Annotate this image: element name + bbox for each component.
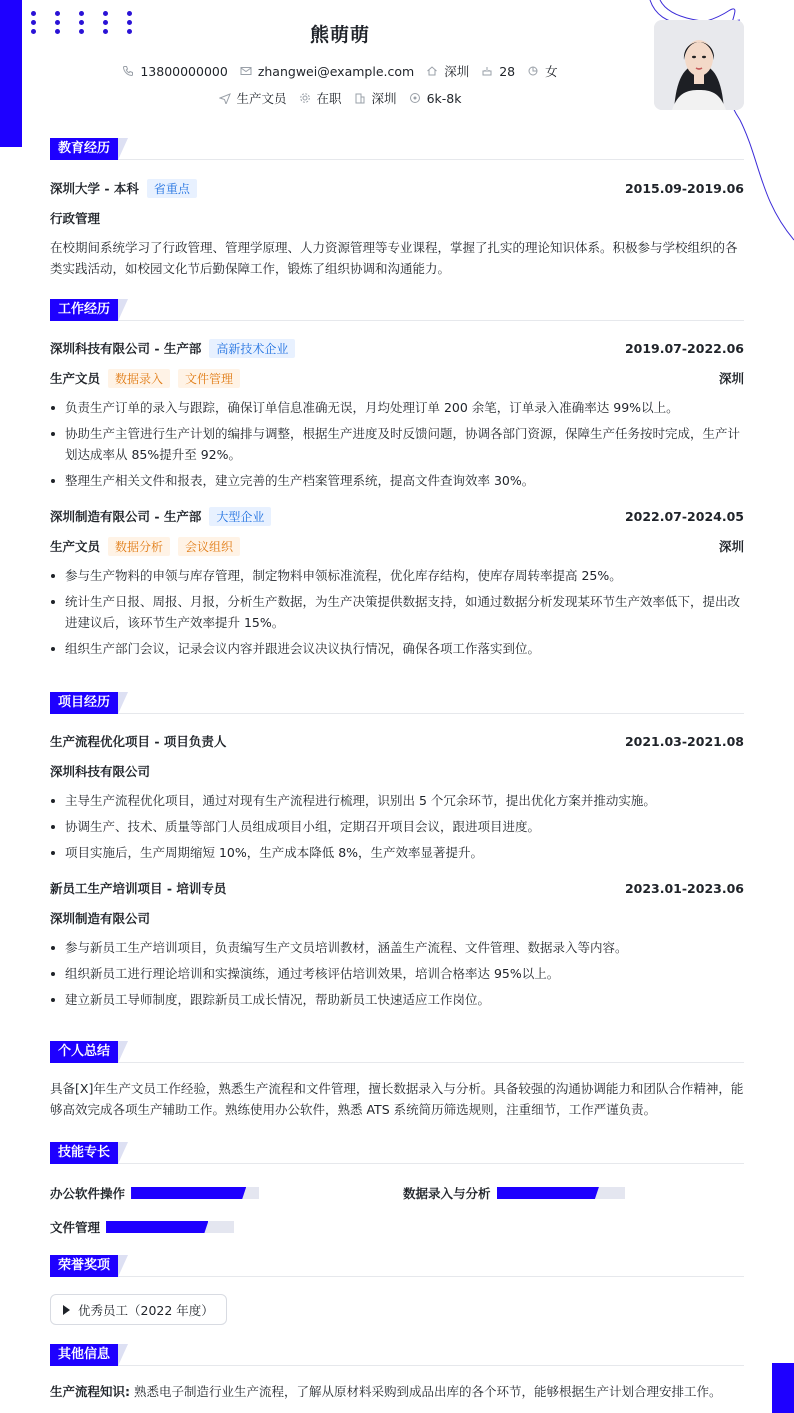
major-text: 行政管理 xyxy=(50,211,101,226)
project-name: 新员工生产培训项目 - 培训专员 xyxy=(50,881,227,896)
skill-tag: 数据分析 xyxy=(108,537,170,556)
send-icon xyxy=(219,92,231,104)
section-title: 工作经历 xyxy=(50,299,118,321)
skill-bar-fill xyxy=(497,1187,599,1199)
job-entry xyxy=(50,339,744,491)
summary-text: 具备[X]年生产文员工作经验，熟悉生产流程和文件管理，擅长数据录入与分析。具备较强的沟通协调能力和团队合作精神，能够高效完成各项生产辅助工作。熟练使用办公软件，熟悉 ATS 系统简历筛选规则，注重细节，工作严谨负责。 xyxy=(50,1081,744,1117)
school: 深圳大学 - 本科 xyxy=(50,181,139,196)
coin-icon xyxy=(409,92,421,104)
job-company: 深圳制造有限公司 - 生产部 xyxy=(50,509,202,524)
work-section xyxy=(50,299,744,664)
gender-icon xyxy=(527,65,539,77)
job-role-row xyxy=(50,369,744,387)
building-icon xyxy=(354,92,366,104)
project-company xyxy=(50,909,744,927)
education-header xyxy=(50,138,744,160)
project-entry xyxy=(50,879,744,1010)
education-date: 2015.09-2019.06 xyxy=(624,180,744,196)
education-entry-head xyxy=(50,179,744,197)
status-value: 在职 xyxy=(316,91,342,106)
other-label: 生产流程知识: xyxy=(50,1384,130,1399)
job-bullets xyxy=(50,397,744,491)
skill-item xyxy=(50,1184,259,1202)
project-bullets xyxy=(50,790,744,863)
bottom-right-accent-bar xyxy=(772,1363,794,1413)
job-city: 深圳 xyxy=(718,539,744,554)
profile-photo xyxy=(654,20,744,110)
title-tail xyxy=(118,1142,128,1164)
age-item xyxy=(481,64,515,79)
job-head xyxy=(50,507,744,525)
list-item: 参与新员工生产培训项目，负责编写生产文员培训教材，涵盖生产流程、文件管理、数据录入等内容。 xyxy=(50,937,744,958)
skill-bar-fill xyxy=(106,1221,208,1233)
phone-icon xyxy=(122,65,134,77)
company-tag: 高新技术企业 xyxy=(209,339,295,358)
gender-item xyxy=(527,62,558,80)
project-company xyxy=(50,762,744,780)
project-head xyxy=(50,732,744,750)
title-tail xyxy=(118,1344,128,1366)
other-item xyxy=(50,1381,744,1402)
city-item xyxy=(426,62,469,80)
job-city: 深圳 xyxy=(718,371,744,386)
job-bullets xyxy=(50,565,744,659)
project-head xyxy=(50,879,744,897)
gear-icon xyxy=(299,92,311,104)
project-date: 2021.03-2021.08 xyxy=(624,733,744,749)
job-head xyxy=(50,339,744,357)
list-item: 整理生产相关文件和报表，建立完善的生产档案管理系统，提高文件查询效率 30%。 xyxy=(50,470,744,491)
education-desc: 在校期间系统学习了行政管理、管理学原理、人力资源管理等专业课程，掌握了扎实的理论知识体系。积极参与学校组织的各类实践活动，如校园文化节后勤保障工作，锻炼了组织协调和沟通能力。 xyxy=(50,240,738,276)
job-entry xyxy=(50,507,744,659)
skill-tag: 文件管理 xyxy=(178,369,240,388)
summary-header xyxy=(50,1041,744,1063)
age-value: 28 xyxy=(499,63,516,79)
job-role-row xyxy=(50,537,744,555)
job-role: 生产文员 xyxy=(50,539,101,554)
list-item: 主导生产流程优化项目，通过对现有生产流程进行梳理，识别出 5 个冗余环节，提出优化方案并推动实施。 xyxy=(50,790,744,811)
salary-value: 6k-8k xyxy=(426,90,462,106)
job-company: 深圳科技有限公司 - 生产部 xyxy=(50,341,202,356)
skill-item xyxy=(403,1184,625,1202)
candidate-name: 熊萌萌 xyxy=(309,24,370,46)
title-tail xyxy=(118,1041,128,1063)
skill-tag: 会议组织 xyxy=(178,537,240,556)
list-item: 建立新员工导师制度，跟踪新员工成长情况，帮助新员工快速适应工作岗位。 xyxy=(50,989,744,1010)
title-tail xyxy=(118,138,128,160)
skill-bar-fill xyxy=(131,1187,246,1199)
list-item: 协助生产主管进行生产计划的编排与调整，根据生产进度及时反馈问题，协调各部门资源，保障生产任务按时完成，生产计划达成率从 85%提升至 92%。 xyxy=(50,423,744,465)
job-role: 生产文员 xyxy=(50,371,101,386)
list-item: 组织生产部门会议，记录会议内容并跟进会议决议执行情况，确保各项工作落实到位。 xyxy=(50,638,744,659)
skill-name: 数据录入与分析 xyxy=(403,1186,491,1201)
section-title: 技能专长 xyxy=(50,1142,118,1164)
phone-value: 13800000000 xyxy=(140,63,228,79)
home-icon xyxy=(426,65,438,77)
skill-bar xyxy=(106,1221,234,1233)
target-city-value: 深圳 xyxy=(371,91,397,106)
other-section xyxy=(50,1344,744,1402)
project-date: 2023.01-2023.06 xyxy=(624,880,744,896)
skills-header xyxy=(50,1142,744,1164)
awards-section xyxy=(50,1255,744,1325)
title-tail xyxy=(118,1255,128,1277)
other-text: 熟悉电子制造行业生产流程，了解从原材料采购到成品出库的各个环节，能够根据生产计划合理安排工作。 xyxy=(133,1384,722,1399)
list-item: 协调生产、技术、质量等部门人员组成项目小组，定期召开项目会议，跟进项目进度。 xyxy=(50,816,744,837)
position-item xyxy=(219,89,287,107)
projects-header xyxy=(50,692,744,714)
project-name: 生产流程优化项目 - 项目负责人 xyxy=(50,734,227,749)
skill-name: 文件管理 xyxy=(50,1220,101,1235)
section-title: 其他信息 xyxy=(50,1344,118,1366)
section-title: 教育经历 xyxy=(50,138,118,160)
skill-bar xyxy=(131,1187,259,1199)
phone-item xyxy=(122,64,227,79)
position-value: 生产文员 xyxy=(236,91,287,106)
project-bullets xyxy=(50,937,744,1010)
list-item: 项目实施后，生产周期缩短 10%，生产成本降低 8%，生产效率显著提升。 xyxy=(50,842,744,863)
award-item[interactable] xyxy=(50,1294,227,1325)
other-header xyxy=(50,1344,744,1366)
email-value: zhangwei@example.com xyxy=(257,63,415,79)
mail-icon xyxy=(240,65,252,77)
project-entry xyxy=(50,732,744,863)
major xyxy=(50,209,744,227)
salary-item xyxy=(409,91,462,106)
list-item: 负责生产订单的录入与跟踪，确保订单信息准确无误，月均处理订单 200 余笔，订单录入准确率达 99%以上。 xyxy=(50,397,744,418)
projects-section xyxy=(50,692,744,1015)
school-tag: 省重点 xyxy=(147,179,197,198)
skill-name: 办公软件操作 xyxy=(50,1186,126,1201)
awards-header xyxy=(50,1255,744,1277)
project-company-text: 深圳制造有限公司 xyxy=(50,911,151,926)
skill-bar xyxy=(497,1187,625,1199)
section-title: 项目经历 xyxy=(50,692,118,714)
skills-section xyxy=(50,1142,744,1242)
list-item: 组织新员工进行理论培训和实操演练，通过考核评估培训效果，培训合格率达 95%以上。 xyxy=(50,963,744,984)
city-value: 深圳 xyxy=(444,64,470,79)
job-intent-row xyxy=(0,89,680,107)
job-date: 2019.07-2022.06 xyxy=(624,340,744,356)
gender-value: 女 xyxy=(545,64,558,79)
award-text: 优秀员工（2022 年度） xyxy=(78,1302,214,1318)
education-section xyxy=(50,138,744,279)
list-item: 统计生产日报、周报、月报，分析生产数据，为生产决策提供数据支持，如通过数据分析发现某环节生产效率低下，提出改进建议后，该环节生产效率提升 15%。 xyxy=(50,591,744,633)
summary-section xyxy=(50,1041,744,1120)
section-title: 个人总结 xyxy=(50,1041,118,1063)
status-item xyxy=(299,89,342,107)
section-title: 荣誉奖项 xyxy=(50,1255,118,1277)
title-tail xyxy=(118,692,128,714)
title-tail xyxy=(118,299,128,321)
job-date: 2022.07-2024.05 xyxy=(624,508,744,524)
list-item: 参与生产物料的申领与库存管理，制定物料申领标准流程，优化库存结构，使库存周转率提高 25%。 xyxy=(50,565,744,586)
award-list xyxy=(50,1294,744,1325)
work-header xyxy=(50,299,744,321)
project-company-text: 深圳科技有限公司 xyxy=(50,764,151,779)
play-icon xyxy=(63,1305,70,1315)
target-city-item xyxy=(354,89,397,107)
company-tag: 大型企业 xyxy=(209,507,271,526)
skill-tag: 数据录入 xyxy=(108,369,170,388)
contact-row xyxy=(0,62,680,80)
skill-item xyxy=(50,1218,234,1236)
cake-icon xyxy=(481,65,493,77)
email-item xyxy=(240,64,414,79)
